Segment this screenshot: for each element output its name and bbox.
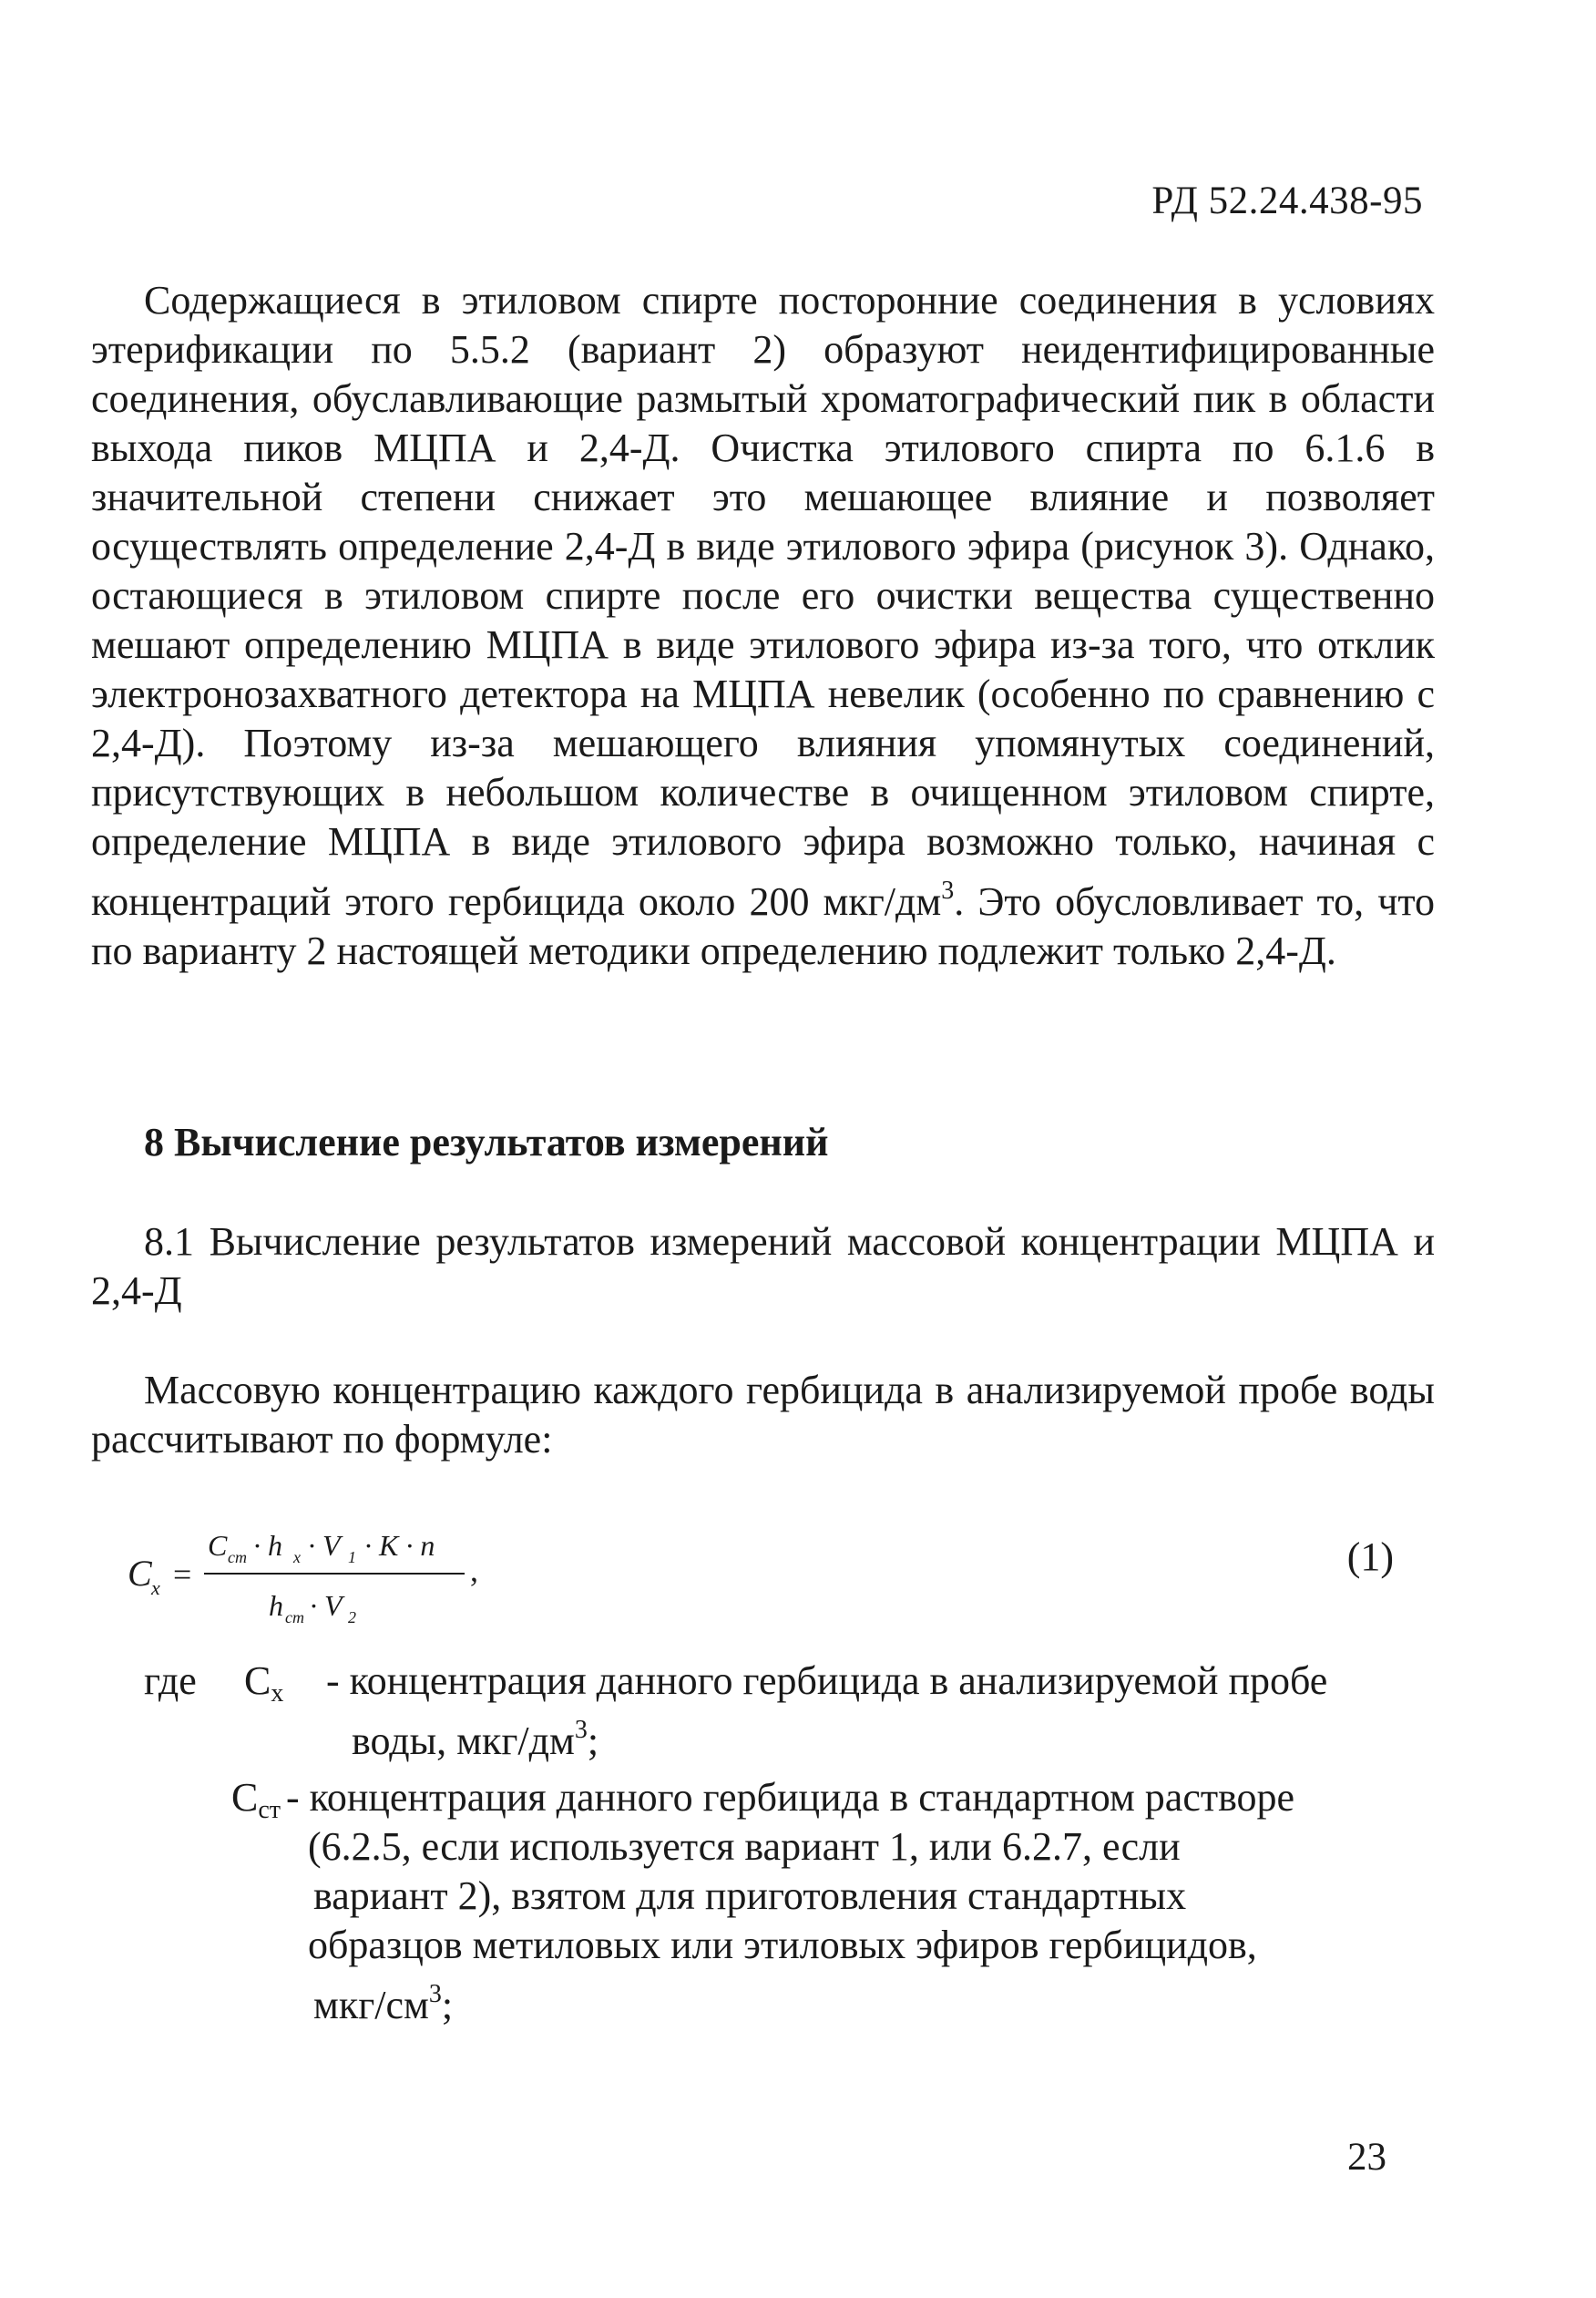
definition-cst: [144, 1773, 1419, 2030]
superscript: 3: [574, 1716, 588, 1744]
definition-line: образцов метиловых или этиловых эфиров гербицидов,: [308, 1923, 1257, 1967]
formula-num-v: · V: [308, 1529, 341, 1562]
section-heading: 8 Вычисление результатов измерений: [144, 1120, 829, 1164]
formula-den-h: h: [269, 1589, 283, 1622]
definition-text: [326, 1657, 1419, 1766]
formula-comma: ,: [470, 1552, 478, 1588]
definition-line: воды, мкг/дм: [352, 1718, 575, 1763]
definition-indent: [144, 1773, 231, 2030]
formula-num-kn: · K · n: [364, 1529, 435, 1562]
definition-line: - концентрация данного гербицида в анализируемой пробе: [326, 1658, 1328, 1703]
definition-symbol: [231, 1773, 281, 2030]
superscript: 3: [941, 877, 955, 905]
subsection-title: 8.1 Вычисление результатов измерений массовой концентрации МЦПА и 2,4-Д: [91, 1219, 1435, 1313]
formula-lhs: C: [128, 1553, 152, 1594]
definition-line-end: ;: [587, 1718, 599, 1763]
definition-line: (6.2.5, если используется вариант 1, или 6.2.7, если: [308, 1824, 1181, 1869]
formula-equals: =: [173, 1556, 192, 1593]
definitions-lead: где: [144, 1658, 197, 1703]
formula-den-v-sub: 2: [348, 1608, 356, 1626]
paragraph-text-end: . Это обусловливает то, что по варианту 2 настоящей методики определению подлежит только 2,4-Д.: [91, 879, 1436, 973]
definition-text: [281, 1773, 1419, 2030]
definition-line: вариант 2), взятом для приготовления стандартных: [313, 1873, 1187, 1918]
formula-num-h: · h: [253, 1529, 282, 1562]
definition-line: мкг/см: [313, 1983, 429, 2027]
formula-num-v-sub: 1: [348, 1548, 356, 1566]
definition-line-end: ;: [441, 1983, 454, 2027]
formula-num-c: C: [208, 1529, 228, 1562]
formula-num-h-sub: x: [293, 1548, 301, 1566]
formula-expression: [109, 1508, 656, 1645]
formula-den-v: · V: [310, 1589, 343, 1622]
formula-num-c-sub: ст: [228, 1548, 247, 1566]
definition-line: - концентрация данного гербицида в стандартном растворе: [286, 1775, 1295, 1820]
variable-definitions: [144, 1657, 1419, 2030]
paragraph-formula-intro: Массовую концентрацию каждого гербицида в анализируемой пробе воды рассчитывают по формуле:: [91, 1368, 1435, 1462]
definition-symbol: [244, 1657, 326, 1766]
symbol-letter: C: [244, 1658, 271, 1703]
superscript: 3: [428, 1980, 442, 2008]
symbol-subscript: ст: [258, 1796, 281, 1824]
paragraph-solvent-interference: [91, 276, 1435, 976]
formula-den-h-sub: ст: [285, 1608, 304, 1626]
page-number: 23: [1347, 2136, 1386, 2179]
definition-cx: [144, 1657, 1419, 1766]
document-code: РД 52.24.438-95: [1151, 180, 1423, 222]
symbol-letter: C: [231, 1775, 259, 1820]
formula-lhs-sub: x: [151, 1576, 160, 1599]
formula-1: [109, 1508, 1430, 1645]
formula-number: (1): [1346, 1534, 1394, 1579]
symbol-subscript: x: [271, 1679, 284, 1708]
paragraph-text: Содержащиеся в этиловом спирте посторонние соединения в условиях этерификации по 5.5.2 (вариант 2) образуют неидентифицированные соединения, обуславливающие размытый хроматографический пик в области выхода пиков МЦПА и 2,4-Д. Очистка этилового спирта по 6.1.6 в значительной степени снижает это мешающее влияние и позволяет осуществлять определение 2,4-Д в виде этилового эфира (рисунок 3). Однако, остающиеся в этиловом спирте после его очистки вещества существенно мешают определению МЦПА в виде этилового эфира из-за того, что отклик электронозахватного детектора на МЦПА невелик (особенно по сравнению с 2,4-Д). Поэтому из-за мешающего влияния упомянутых соединений, присутствующих в небольшом количестве в очищенном этиловом спирте, определение МЦПА в виде этилового эфира возможно только, начиная с концентраций этого гербицида около 200 мкг/дм: [91, 278, 1435, 924]
